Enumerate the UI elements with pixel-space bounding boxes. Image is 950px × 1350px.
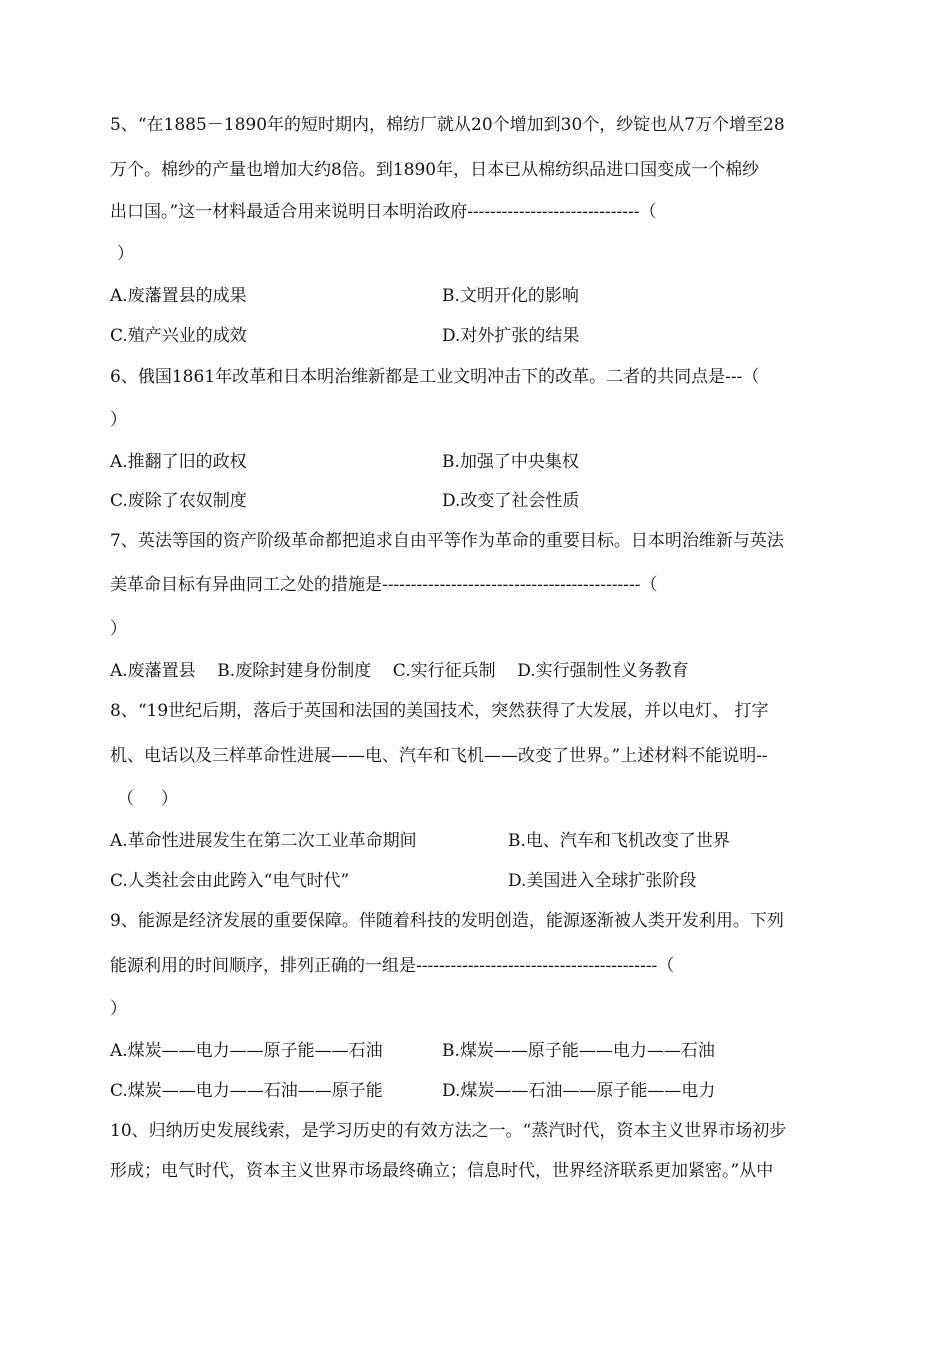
question-8-stem-line-1: 8、“19世纪后期，落后于英国和法国的美国技术，突然获得了大发展，并以电灯、 打字 bbox=[110, 701, 769, 721]
question-7-options: A.废藩置县 B.废除封建身份制度 C.实行征兵制 D.实行强制性义务教育 bbox=[110, 661, 689, 681]
question-5-stem-line-2: 万个。棉纱的产量也增加大约8倍。到1890年，日本已从棉纺织品进口国变成一个棉纱 bbox=[110, 160, 760, 180]
question-5-option-a: A.废藩置县的成果 bbox=[110, 286, 247, 306]
question-7-stem-line-2: 美革命目标有异曲同工之处的措施是---------------------------------------------（ bbox=[110, 575, 658, 595]
question-7-stem-line-1: 7、英法等国的资产阶级革命都把追求自由平等作为革命的重要目标。日本明治维新与英法 bbox=[110, 531, 784, 551]
question-9-option-d: D.煤炭——石油——原子能——电力 bbox=[442, 1081, 716, 1101]
question-6-stem-line-1: 6、俄国1861年改革和日本明治维新都是工业文明冲击下的改革。二者的共同点是---（ bbox=[110, 367, 760, 387]
question-5-option-d: D.对外扩张的结果 bbox=[442, 326, 580, 346]
question-8-option-c: C.人类社会由此跨入“电气时代” bbox=[110, 871, 350, 891]
question-5-option-b: B.文明开化的影响 bbox=[442, 286, 579, 306]
question-6-option-a: A.推翻了旧的政权 bbox=[110, 452, 247, 472]
question-9-option-a: A.煤炭——电力——原子能——石油 bbox=[110, 1041, 383, 1061]
question-8-option-a: A.革命性进展发生在第二次工业革命期间 bbox=[110, 831, 417, 851]
question-7-answer-paren: ） bbox=[110, 619, 127, 639]
question-9-stem-line-1: 9、能源是经济发展的重要保障。伴随着科技的发明创造，能源逐渐被人类开发利用。下列 bbox=[110, 911, 784, 931]
question-5-stem-line-3: 出口国。”这一材料最适合用来说明日本明治政府------------------------------（ bbox=[110, 202, 657, 222]
question-8-option-b: B.电、汽车和飞机改变了世界 bbox=[508, 831, 730, 851]
question-6-answer-paren: ） bbox=[110, 410, 127, 430]
question-5-answer-paren: ） bbox=[117, 244, 134, 264]
question-8-stem-line-2: 机、电话以及三样革命性进展——电、汽车和飞机——改变了世界。”上述材料不能说明-- bbox=[110, 746, 768, 766]
question-9-option-b: B.煤炭——原子能——电力——石油 bbox=[442, 1041, 715, 1061]
question-6-option-b: B.加强了中央集权 bbox=[442, 452, 579, 472]
question-8-option-d: D.美国进入全球扩张阶段 bbox=[508, 871, 697, 891]
question-6-option-c: C.废除了农奴制度 bbox=[110, 491, 247, 511]
question-6-option-d: D.改变了社会性质 bbox=[442, 491, 580, 511]
question-5-option-c: C.殖产兴业的成效 bbox=[110, 326, 247, 346]
question-8-answer-paren: （ ） bbox=[117, 789, 179, 809]
question-10-stem-line-2: 形成；电气时代，资本主义世界市场最终确立；信息时代，世界经济联系更加紧密。”从中 bbox=[110, 1161, 774, 1181]
question-9-answer-paren: ） bbox=[110, 999, 127, 1019]
question-10-stem-line-1: 10、归纳历史发展线索，是学习历史的有效方法之一。“蒸汽时代，资本主义世界市场初步 bbox=[110, 1121, 787, 1141]
question-5-stem-line-1: 5、“在1885－1890年的短时期内，棉纺厂就从20个增加到30个，纱锭也从7万个增至28 bbox=[110, 115, 785, 135]
question-9-option-c: C.煤炭——电力——石油——原子能 bbox=[110, 1081, 383, 1101]
question-9-stem-line-2: 能源利用的时间顺序，排列正确的一组是------------------------------------------（ bbox=[110, 956, 675, 976]
